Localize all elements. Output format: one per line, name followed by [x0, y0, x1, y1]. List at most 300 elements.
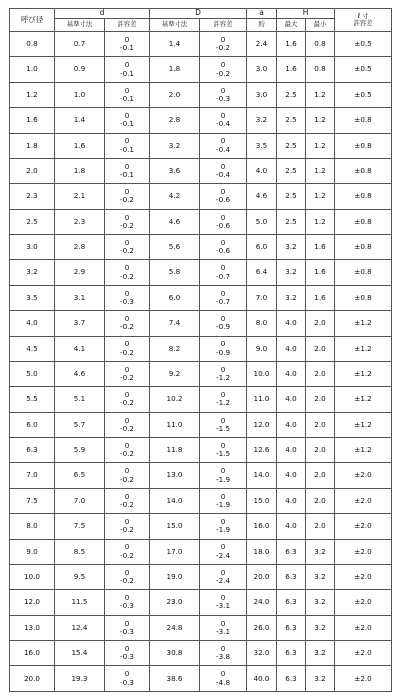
header-l-tol: 許容差 [353, 19, 373, 27]
cell-a: 20.0 [247, 564, 277, 589]
tol-lower: -2.4 [216, 550, 231, 560]
cell-d-tol [105, 336, 150, 361]
table-row [10, 260, 392, 285]
tol-lower: -0.1 [119, 119, 135, 129]
cell-l-tol: ±2.0 [335, 463, 392, 488]
cell-nominal: 3.2 [10, 260, 55, 285]
tol-lower: -0.3 [119, 652, 135, 662]
cell-nominal: 20.0 [10, 666, 55, 692]
cell-nominal: 0.8 [10, 32, 55, 57]
tol-upper: 0 [124, 643, 130, 653]
cell-D-base: 11.8 [150, 438, 200, 463]
cell-D-base: 13.0 [150, 463, 200, 488]
cell-H-max: 2.5 [277, 82, 306, 107]
tol-lower: -4.8 [216, 677, 231, 687]
cell-D-tol [200, 564, 247, 589]
tol-upper: 0 [220, 263, 226, 273]
tol-upper: 0 [124, 85, 130, 95]
cell-d-tol [105, 438, 150, 463]
cell-H-min: 2.0 [306, 387, 335, 412]
cell-d-base: 2.1 [55, 184, 105, 209]
cell-d-base: 5.9 [55, 438, 105, 463]
cell-a: 9.0 [247, 336, 277, 361]
table-row [10, 387, 392, 412]
cell-d-tol [105, 158, 150, 183]
tol-lower: -0.3 [119, 601, 135, 611]
tol-upper: 0 [220, 288, 226, 298]
cell-D-tol [200, 260, 247, 285]
header-H-min: 最小 [306, 19, 335, 32]
tol-upper: 0 [220, 314, 226, 324]
table-row [10, 564, 392, 589]
tol-upper: 0 [220, 136, 226, 146]
cell-d-base: 8.5 [55, 539, 105, 564]
cell-H-min: 2.0 [306, 488, 335, 513]
header-a-approx: 約 [247, 19, 277, 32]
tol-lower: -0.2 [216, 43, 231, 53]
tol-lower: -0.2 [119, 449, 135, 459]
cell-d-base: 1.6 [55, 133, 105, 158]
cell-D-tol [200, 285, 247, 310]
cell-a: 8.0 [247, 311, 277, 336]
cell-l-tol: ±1.2 [335, 336, 392, 361]
cell-H-max: 4.0 [277, 361, 306, 386]
tol-upper: 0 [220, 161, 226, 171]
cell-D-base: 15.0 [150, 514, 200, 539]
cell-l-tol: ±0.8 [335, 158, 392, 183]
cell-d-base: 19.3 [55, 666, 105, 692]
table-row [10, 158, 392, 183]
cell-d-tol [105, 209, 150, 234]
cell-d-tol [105, 488, 150, 513]
table-body [10, 32, 392, 692]
cell-nominal: 6.0 [10, 412, 55, 437]
cell-l-tol: ±1.2 [335, 361, 392, 386]
cell-a: 5.0 [247, 209, 277, 234]
cell-l-tol: ±2.0 [335, 666, 392, 692]
tol-lower: -0.1 [119, 43, 135, 53]
cell-l-tol: ±2.0 [335, 615, 392, 640]
cell-d-base: 5.7 [55, 412, 105, 437]
tol-upper: 0 [220, 517, 226, 527]
tol-lower: -0.3 [119, 677, 135, 687]
cell-H-max: 3.2 [277, 260, 306, 285]
tol-upper: 0 [220, 669, 226, 679]
table-row [10, 57, 392, 82]
tol-lower: -0.2 [119, 347, 135, 357]
cell-D-tol [200, 158, 247, 183]
cell-l-tol: ±2.0 [335, 514, 392, 539]
tol-upper: 0 [220, 415, 226, 425]
cell-d-base: 2.9 [55, 260, 105, 285]
cell-l-tol: ±2.0 [335, 641, 392, 666]
cell-d-tol [105, 539, 150, 564]
cell-D-base: 38.6 [150, 666, 200, 692]
tol-lower: -2.4 [216, 576, 231, 586]
cell-l-tol: ±0.8 [335, 133, 392, 158]
tol-upper: 0 [124, 390, 130, 400]
cell-D-base: 7.4 [150, 311, 200, 336]
tol-lower: -0.6 [216, 195, 231, 205]
tol-upper: 0 [124, 339, 130, 349]
table-row [10, 285, 392, 310]
cell-d-tol [105, 615, 150, 640]
table-row [10, 615, 392, 640]
tol-lower: -0.3 [119, 626, 135, 636]
cell-H-max: 6.3 [277, 641, 306, 666]
cell-a: 24.0 [247, 590, 277, 615]
cell-d-tol [105, 32, 150, 57]
tol-lower: -0.2 [119, 499, 135, 509]
cell-H-max: 6.3 [277, 666, 306, 692]
cell-H-min: 0.8 [306, 32, 335, 57]
table-row [10, 539, 392, 564]
cell-H-min: 3.2 [306, 641, 335, 666]
header-D-tol: 許容差 [200, 19, 247, 32]
cell-nominal: 2.0 [10, 158, 55, 183]
cell-H-min: 1.2 [306, 158, 335, 183]
tol-upper: 0 [124, 314, 130, 324]
tol-upper: 0 [124, 136, 130, 146]
cell-a: 3.2 [247, 108, 277, 133]
tol-lower: -0.2 [119, 271, 135, 281]
tol-upper: 0 [220, 491, 226, 501]
cell-H-min: 1.2 [306, 133, 335, 158]
cell-a: 18.0 [247, 539, 277, 564]
tol-upper: 0 [220, 111, 226, 121]
cell-H-min: 1.6 [306, 285, 335, 310]
header-d-base: 基準寸法 [55, 19, 105, 32]
table-row [10, 32, 392, 57]
cell-nominal: 1.0 [10, 57, 55, 82]
cell-l-tol: ±0.8 [335, 209, 392, 234]
cell-a: 12.6 [247, 438, 277, 463]
cell-H-min: 1.6 [306, 235, 335, 260]
tol-upper: 0 [220, 618, 226, 628]
cell-l-tol: ±2.0 [335, 488, 392, 513]
cell-a: 6.0 [247, 235, 277, 260]
tol-upper: 0 [124, 542, 130, 552]
tol-upper: 0 [124, 517, 130, 527]
cell-nominal: 16.0 [10, 641, 55, 666]
cell-H-max: 4.0 [277, 514, 306, 539]
cell-d-base: 1.4 [55, 108, 105, 133]
cell-D-base: 1.8 [150, 57, 200, 82]
cell-nominal: 5.0 [10, 361, 55, 386]
cell-d-tol [105, 514, 150, 539]
cell-d-tol [105, 82, 150, 107]
tol-upper: 0 [220, 34, 226, 44]
tol-lower: -0.2 [119, 220, 135, 230]
table-row [10, 108, 392, 133]
cell-nominal: 6.3 [10, 438, 55, 463]
header-l-dim: ℓ 寸 [357, 11, 369, 20]
tol-lower: -0.2 [119, 246, 135, 256]
tol-lower: -0.4 [216, 119, 231, 129]
tol-upper: 0 [124, 237, 130, 247]
table-row [10, 82, 392, 107]
tol-lower: -0.2 [119, 576, 135, 586]
cell-d-tol [105, 666, 150, 692]
cell-H-min: 3.2 [306, 539, 335, 564]
tol-upper: 0 [124, 187, 130, 197]
header-l [335, 9, 392, 32]
cell-d-base: 4.6 [55, 361, 105, 386]
tol-upper: 0 [220, 364, 226, 374]
tol-lower: -0.2 [216, 68, 231, 78]
cell-H-max: 3.2 [277, 235, 306, 260]
cell-l-tol: ±0.8 [335, 285, 392, 310]
cell-D-tol [200, 666, 247, 692]
table-row [10, 336, 392, 361]
cell-D-base: 4.6 [150, 209, 200, 234]
tol-upper: 0 [124, 415, 130, 425]
tol-lower: -0.4 [216, 170, 231, 180]
cell-D-base: 3.2 [150, 133, 200, 158]
cell-D-tol [200, 108, 247, 133]
tol-upper: 0 [220, 466, 226, 476]
cell-a: 40.0 [247, 666, 277, 692]
cell-l-tol: ±0.5 [335, 82, 392, 107]
cell-d-tol [105, 133, 150, 158]
tol-lower: -3.1 [216, 601, 231, 611]
header-D: D [150, 9, 247, 19]
cell-nominal: 4.5 [10, 336, 55, 361]
cell-D-base: 30.8 [150, 641, 200, 666]
cell-H-min: 1.2 [306, 82, 335, 107]
cell-d-tol [105, 108, 150, 133]
cell-l-tol: ±1.2 [335, 311, 392, 336]
cell-H-min: 1.2 [306, 209, 335, 234]
cell-a: 7.0 [247, 285, 277, 310]
tol-lower: -0.6 [216, 220, 231, 230]
cell-H-min: 2.0 [306, 336, 335, 361]
cell-l-tol: ±0.8 [335, 260, 392, 285]
tol-lower: -1.2 [216, 373, 231, 383]
cell-D-base: 19.0 [150, 564, 200, 589]
tol-lower: -1.5 [216, 449, 231, 459]
cell-D-tol [200, 590, 247, 615]
cell-H-max: 2.5 [277, 108, 306, 133]
cell-d-base: 5.1 [55, 387, 105, 412]
cell-D-tol [200, 57, 247, 82]
cell-D-tol [200, 184, 247, 209]
cell-d-base: 1.8 [55, 158, 105, 183]
cell-nominal: 13.0 [10, 615, 55, 640]
tol-upper: 0 [124, 364, 130, 374]
tol-upper: 0 [220, 542, 226, 552]
cell-d-tol [105, 564, 150, 589]
cell-nominal: 5.5 [10, 387, 55, 412]
tol-upper: 0 [124, 491, 130, 501]
cell-a: 16.0 [247, 514, 277, 539]
cell-d-tol [105, 463, 150, 488]
cell-D-tol [200, 82, 247, 107]
cell-D-base: 6.0 [150, 285, 200, 310]
table-row [10, 412, 392, 437]
cell-H-max: 6.3 [277, 590, 306, 615]
cell-l-tol: ±2.0 [335, 539, 392, 564]
tol-lower: -0.7 [216, 271, 231, 281]
cell-nominal: 4.0 [10, 311, 55, 336]
header-D-base: 基準寸法 [150, 19, 200, 32]
tol-upper: 0 [124, 161, 130, 171]
cell-H-min: 3.2 [306, 590, 335, 615]
cell-a: 14.0 [247, 463, 277, 488]
table-row [10, 438, 392, 463]
tol-lower: -1.9 [216, 474, 231, 484]
tol-lower: -0.4 [216, 144, 231, 154]
tol-lower: -0.2 [119, 398, 135, 408]
cell-D-base: 8.2 [150, 336, 200, 361]
cell-d-tol [105, 184, 150, 209]
cell-H-max: 4.0 [277, 438, 306, 463]
cell-D-base: 24.8 [150, 615, 200, 640]
cell-nominal: 3.0 [10, 235, 55, 260]
cell-D-tol [200, 514, 247, 539]
cell-nominal: 8.0 [10, 514, 55, 539]
tol-upper: 0 [220, 237, 226, 247]
tol-lower: -1.5 [216, 423, 231, 433]
cell-H-min: 2.0 [306, 412, 335, 437]
tol-lower: -0.1 [119, 170, 135, 180]
cell-l-tol: ±0.8 [335, 108, 392, 133]
cell-D-tol [200, 32, 247, 57]
tol-lower: -1.9 [216, 525, 231, 535]
cell-d-base: 15.4 [55, 641, 105, 666]
cell-D-tol [200, 209, 247, 234]
tol-upper: 0 [124, 669, 130, 679]
header-nominal: 呼び径 [10, 9, 55, 32]
table-row [10, 133, 392, 158]
tol-upper: 0 [220, 593, 226, 603]
cell-H-max: 6.3 [277, 615, 306, 640]
cell-l-tol: ±0.8 [335, 184, 392, 209]
cell-D-base: 2.0 [150, 82, 200, 107]
cell-H-min: 3.2 [306, 615, 335, 640]
cell-D-base: 1.4 [150, 32, 200, 57]
header-H: H [277, 9, 335, 19]
cell-H-min: 2.0 [306, 361, 335, 386]
cell-D-tol [200, 387, 247, 412]
table-row [10, 666, 392, 692]
cell-a: 3.0 [247, 57, 277, 82]
tol-lower: -0.9 [216, 322, 231, 332]
cell-H-min: 1.2 [306, 108, 335, 133]
cell-l-tol: ±1.2 [335, 412, 392, 437]
cell-D-base: 2.8 [150, 108, 200, 133]
cell-nominal: 12.0 [10, 590, 55, 615]
cell-d-tol [105, 641, 150, 666]
cell-d-tol [105, 590, 150, 615]
cell-d-base: 4.1 [55, 336, 105, 361]
cell-H-max: 3.2 [277, 285, 306, 310]
tol-upper: 0 [220, 212, 226, 222]
cell-H-min: 3.2 [306, 666, 335, 692]
cell-d-tol [105, 235, 150, 260]
tol-upper: 0 [124, 212, 130, 222]
cell-H-min: 2.0 [306, 311, 335, 336]
cell-D-tol [200, 361, 247, 386]
cell-D-base: 11.0 [150, 412, 200, 437]
cell-a: 15.0 [247, 488, 277, 513]
cell-H-min: 2.0 [306, 514, 335, 539]
cell-nominal: 7.5 [10, 488, 55, 513]
cell-d-tol [105, 387, 150, 412]
tol-lower: -0.1 [119, 68, 135, 78]
cell-d-base: 0.9 [55, 57, 105, 82]
cell-D-tol [200, 463, 247, 488]
cell-H-min: 2.0 [306, 463, 335, 488]
tol-upper: 0 [124, 60, 130, 70]
cell-nominal: 10.0 [10, 564, 55, 589]
cell-d-base: 0.7 [55, 32, 105, 57]
cell-D-tol [200, 488, 247, 513]
tol-lower: -0.3 [119, 296, 135, 306]
cell-H-max: 1.6 [277, 32, 306, 57]
cell-a: 26.0 [247, 615, 277, 640]
tol-upper: 0 [124, 593, 130, 603]
cell-d-base: 11.5 [55, 590, 105, 615]
tol-lower: -1.9 [216, 499, 231, 509]
tol-lower: -0.2 [119, 373, 135, 383]
cell-d-base: 2.8 [55, 235, 105, 260]
cell-H-max: 2.5 [277, 209, 306, 234]
cell-nominal: 1.8 [10, 133, 55, 158]
tol-upper: 0 [124, 440, 130, 450]
cell-D-tol [200, 133, 247, 158]
tol-upper: 0 [220, 339, 226, 349]
cell-H-max: 4.0 [277, 336, 306, 361]
dimension-table [9, 8, 392, 692]
cell-H-max: 4.0 [277, 387, 306, 412]
cell-D-tol [200, 615, 247, 640]
tol-upper: 0 [220, 567, 226, 577]
table-row [10, 514, 392, 539]
cell-H-max: 4.0 [277, 311, 306, 336]
cell-d-tol [105, 260, 150, 285]
cell-a: 6.4 [247, 260, 277, 285]
tol-upper: 0 [220, 85, 226, 95]
cell-l-tol: ±0.8 [335, 235, 392, 260]
cell-H-min: 0.8 [306, 57, 335, 82]
cell-D-base: 10.2 [150, 387, 200, 412]
cell-nominal: 1.6 [10, 108, 55, 133]
header-d-tol: 許容差 [105, 19, 150, 32]
tol-lower: -0.7 [216, 296, 231, 306]
cell-H-max: 2.5 [277, 158, 306, 183]
cell-H-max: 6.3 [277, 564, 306, 589]
cell-D-base: 14.0 [150, 488, 200, 513]
cell-H-max: 4.0 [277, 463, 306, 488]
cell-nominal: 2.3 [10, 184, 55, 209]
cell-D-base: 23.0 [150, 590, 200, 615]
tol-lower: -3.8 [216, 652, 231, 662]
tol-upper: 0 [124, 288, 130, 298]
cell-a: 32.0 [247, 641, 277, 666]
tol-upper: 0 [124, 111, 130, 121]
tol-lower: -0.1 [119, 144, 135, 154]
cell-a: 3.5 [247, 133, 277, 158]
cell-a: 10.0 [247, 361, 277, 386]
cell-D-base: 3.6 [150, 158, 200, 183]
tol-lower: -0.2 [119, 195, 135, 205]
tol-upper: 0 [220, 60, 226, 70]
cell-d-base: 3.7 [55, 311, 105, 336]
tol-upper: 0 [124, 263, 130, 273]
cell-D-tol [200, 641, 247, 666]
tol-upper: 0 [124, 618, 130, 628]
